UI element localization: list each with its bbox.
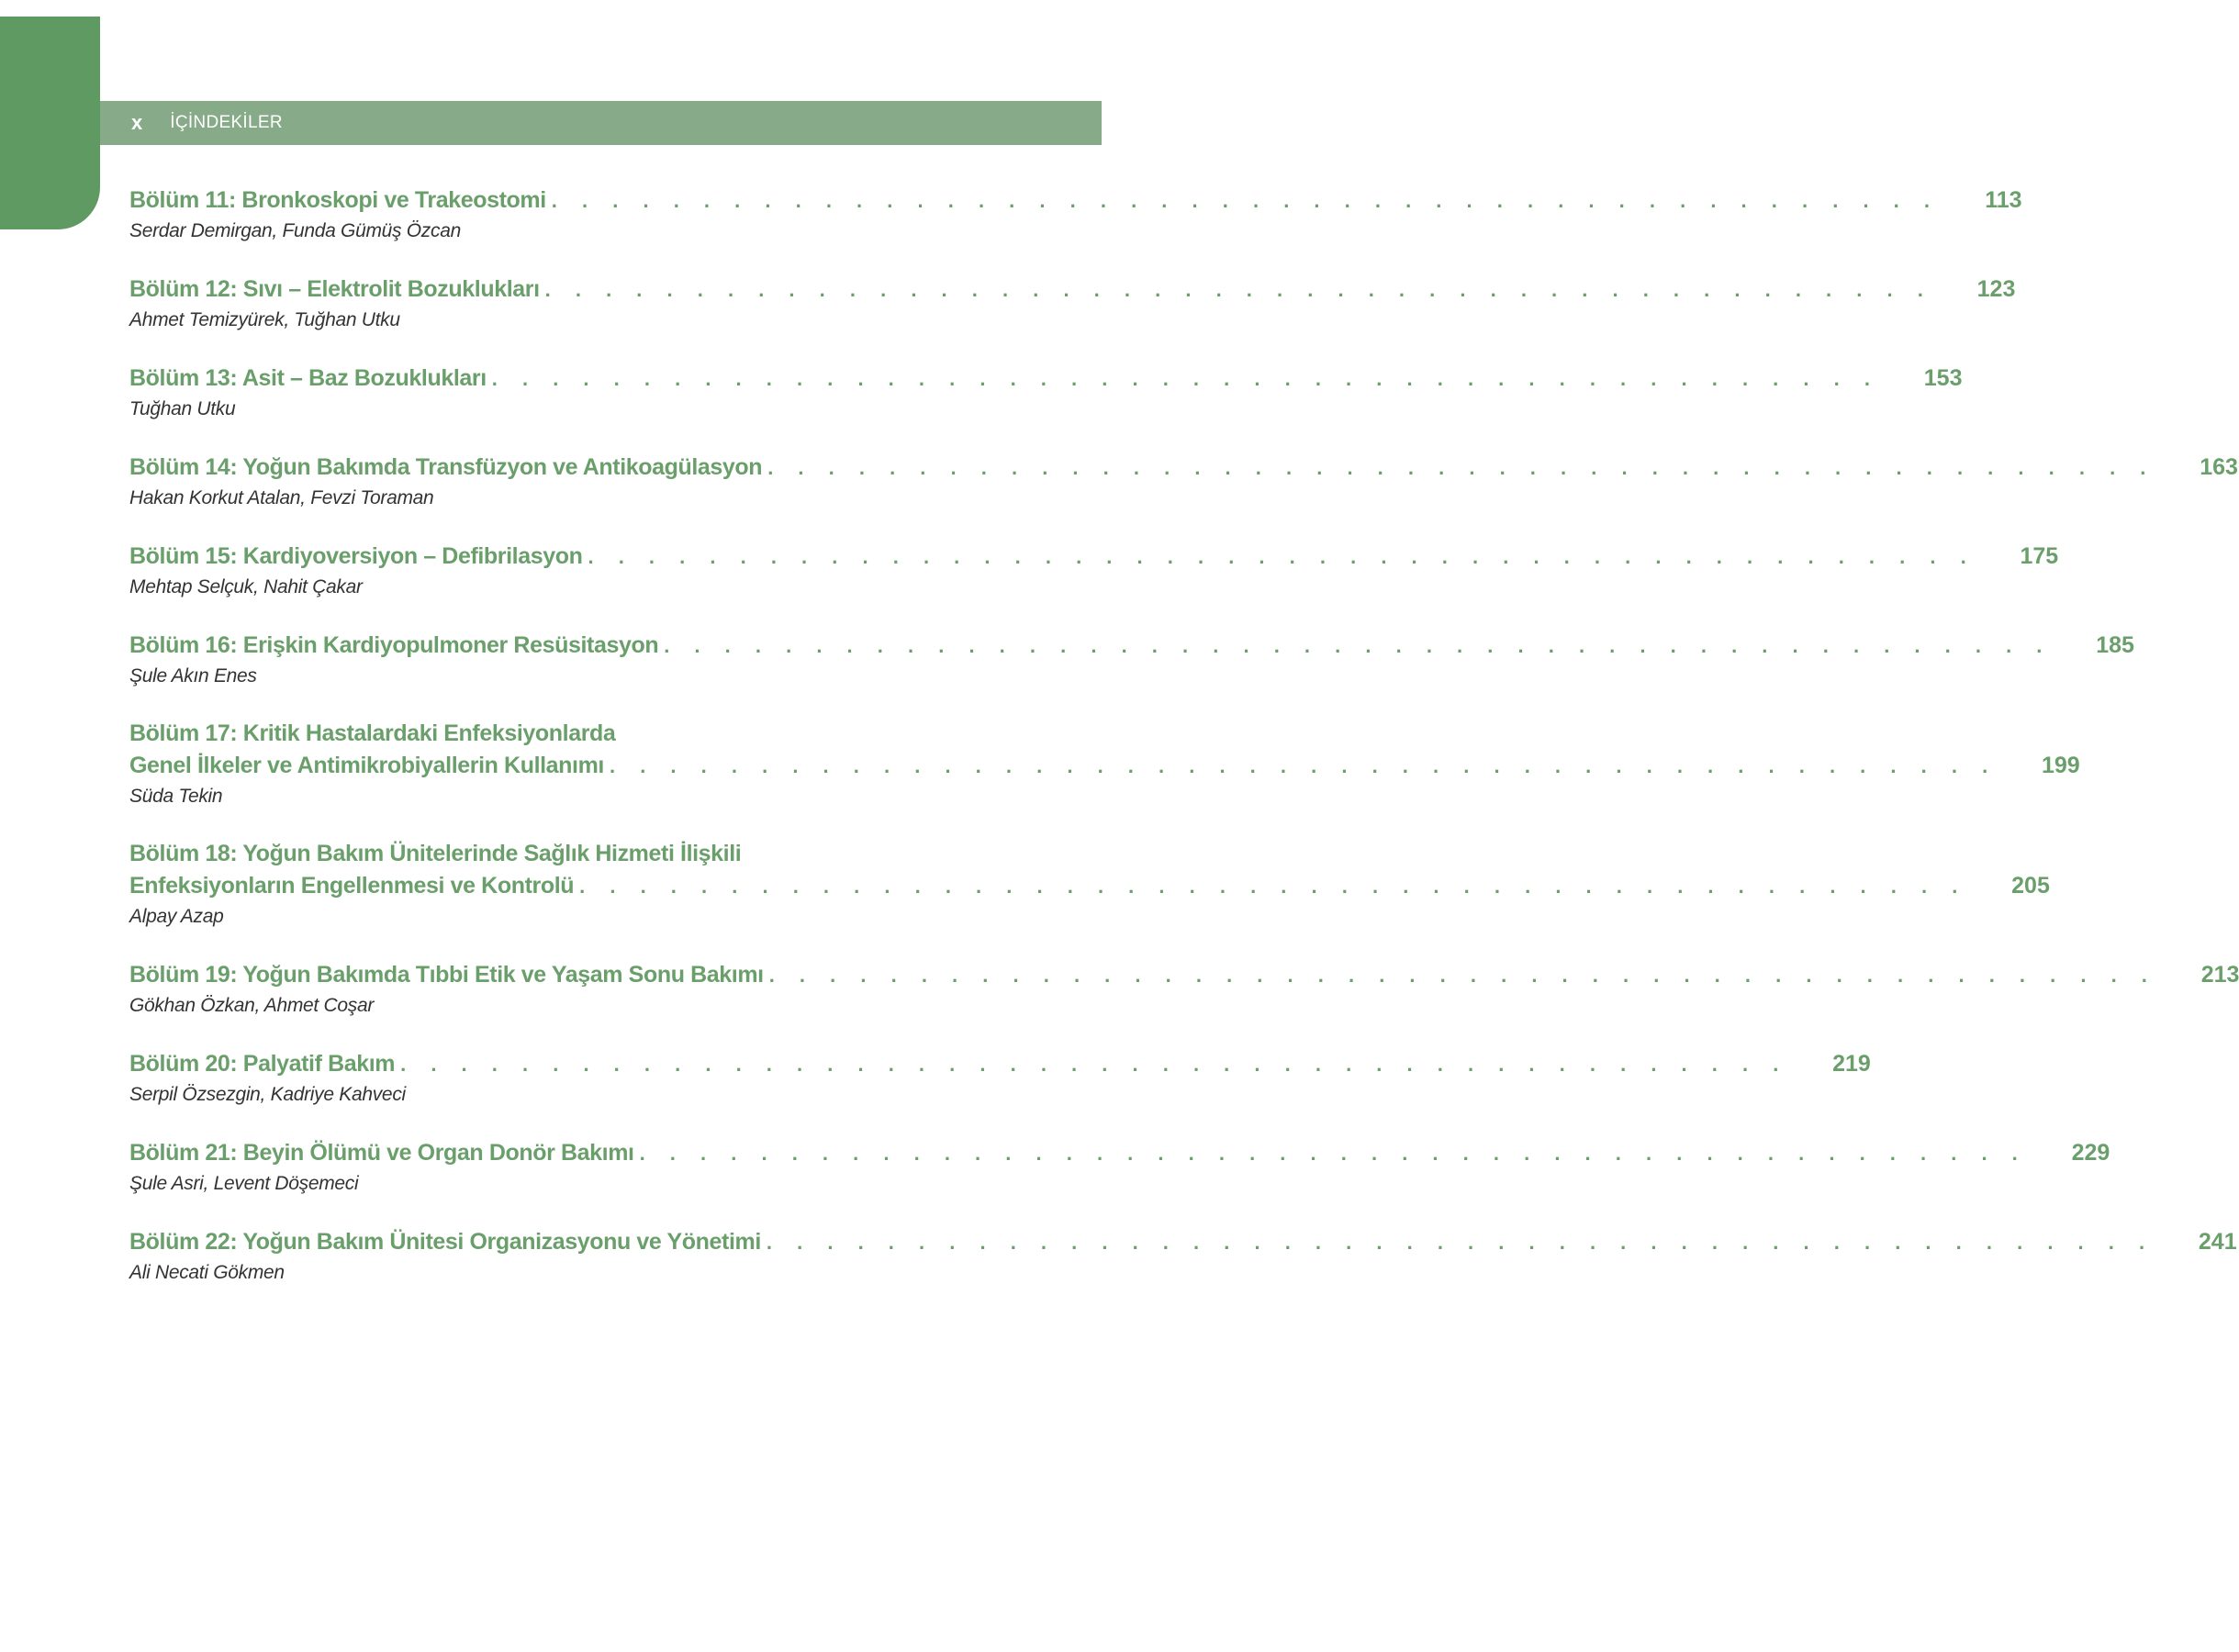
dot-leader: . . . . . . . . . . . . . . . . . . . . . . . . . . . . . . . . . . . . . . . . . . . . . . [766,1231,2155,1254]
chapter-authors: Ali Necati Gökmen [129,1262,285,1283]
toc-title-row [129,273,2016,306]
toc-title-row [129,1047,1871,1080]
chapter-authors: Mehtap Selçuk, Nahit Çakar [129,576,363,597]
chapter-title: Bölüm 14: Yoğun Bakımda Transfüzyon ve Antikoagülasyon [129,454,763,480]
chapter-authors: Ahmet Temizyürek, Tuğhan Utku [129,309,400,330]
page-reference: 185 [2096,632,2134,658]
toc-title-row [129,1136,2110,1169]
chapter-authors: Süda Tekin [129,786,223,807]
dot-leader: . . . . . . . . . . . . . . . . . . . . . . . . . . . . . . . . . . . . . . . . . . . . . . [768,964,2157,987]
page-reference: 213 [2200,962,2239,988]
chapter-title-line2: Enfeksiyonların Engellenmesi ve Kontrolü [129,873,575,899]
toc-entry[interactable] [129,1225,2237,1288]
chapter-title: Bölüm 20: Palyatif Bakım [129,1051,396,1077]
dot-leader: . . . . . . . . . . . . . . . . . . . . . . . . . . . . . . . . . . . . . . . . . . . . . . [491,367,1880,390]
dot-leader: . . . . . . . . . . . . . . . . . . . . . . . . . . . . . . . . . . . . . . . . . . . . . . [544,278,1933,301]
chapter-title-line2: Genel İlkeler ve Antimikrobiyallerin Kullanımı [129,753,604,778]
toc-entry[interactable] [129,838,2050,932]
toc-title-row [129,869,2050,902]
toc-entry[interactable] [129,362,1963,424]
page-reference: 153 [1923,365,1963,391]
toc-entry[interactable] [129,629,2134,691]
toc-title-row [129,184,2022,217]
toc-entry[interactable] [129,1047,1871,1110]
toc-title-row [129,1225,2237,1258]
page-reference: 199 [2041,753,2080,778]
toc-title-row [129,958,2239,991]
dot-leader: . . . . . . . . . . . . . . . . . . . . . . . . . . . . . . . . . . . . . . . . . . . . . . [664,634,2052,657]
toc-title-row [129,749,2080,782]
page-reference: 113 [1985,187,2022,213]
page-reference: 123 [1976,276,2016,302]
toc-entry[interactable] [129,540,2059,602]
chapter-authors: Şule Asri, Levent Döşemeci [129,1173,359,1194]
toc-title-row [129,451,2238,484]
chapter-title: Bölüm 12: Sıvı – Elektrolit Bozuklukları [129,276,540,302]
chapter-title: Bölüm 13: Asit – Baz Bozuklukları [129,365,487,391]
chapter-title: Bölüm 16: Erişkin Kardiyopulmoner Resüsitasyon [129,632,659,658]
toc-list [129,184,2239,1314]
page-reference: 219 [1832,1051,1871,1077]
header-band [100,101,1102,145]
chapter-authors: Serdar Demirgan, Funda Gümüş Özcan [129,220,461,241]
page-reference: 205 [2011,873,2050,899]
chapter-authors: Gökhan Özkan, Ahmet Coşar [129,995,375,1016]
chapter-title: Bölüm 19: Yoğun Bakımda Tıbbi Etik ve Yaşam Sonu Bakımı [129,962,764,988]
toc-entry[interactable] [129,718,2080,811]
toc-entry[interactable] [129,273,2016,335]
dot-leader: . . . . . . . . . . . . . . . . . . . . . . . . . . . . . . . . . . . . . . . . . . . . . . [609,754,1998,777]
chapter-title: Bölüm 11: Bronkoskopi ve Trakeostomi [129,187,546,213]
chapter-authors: Alpay Azap [129,906,224,927]
page-number: x [131,111,143,134]
toc-entry[interactable] [129,184,2022,246]
chapter-title-line1: Bölüm 18: Yoğun Bakım Ünitelerinde Sağlık Hizmeti İlişkili [129,841,742,866]
page-reference: 229 [2071,1140,2110,1166]
page-reference: 241 [2198,1229,2237,1255]
chapter-title: Bölüm 15: Kardiyoversiyon – Defibrilasyon [129,543,583,569]
toc-title-row [129,540,2059,573]
chapter-authors: Şule Akın Enes [129,665,257,686]
toc-title-row [129,362,1963,395]
toc-entry[interactable] [129,958,2239,1021]
dot-leader: . . . . . . . . . . . . . . . . . . . . . . . . . . . . . . . . . . . . . . . . . . . . . . [551,189,1940,212]
dot-leader: . . . . . . . . . . . . . . . . . . . . . . . . . . . . . . . . . . . . . . . . . . . . . . [400,1053,1788,1076]
header-title: İÇİNDEKİLER [170,113,283,132]
dot-leader: . . . . . . . . . . . . . . . . . . . . . . . . . . . . . . . . . . . . . . . . . . . . . . [588,545,1976,568]
chapter-authors: Serpil Özsezgin, Kadriye Kahveci [129,1084,406,1105]
chapter-title-line1: Bölüm 17: Kritik Hastalardaki Enfeksiyonlarda [129,720,616,746]
chapter-authors: Tuğhan Utku [129,398,236,419]
corner-tab [0,17,100,229]
chapter-title: Bölüm 22: Yoğun Bakım Ünitesi Organizasyonu ve Yönetimi [129,1229,761,1255]
dot-leader: . . . . . . . . . . . . . . . . . . . . . . . . . . . . . . . . . . . . . . . . . . . . . . [767,456,2155,479]
page-reference: 175 [2020,543,2059,569]
dot-leader: . . . . . . . . . . . . . . . . . . . . . . . . . . . . . . . . . . . . . . . . . . . . . . [579,875,1967,898]
dot-leader: . . . . . . . . . . . . . . . . . . . . . . . . . . . . . . . . . . . . . . . . . . . . . . [639,1142,2028,1165]
toc-entry[interactable] [129,1136,2110,1199]
chapter-title: Bölüm 21: Beyin Ölümü ve Organ Donör Bakımı [129,1140,634,1166]
toc-entry[interactable] [129,451,2238,513]
chapter-authors: Hakan Korkut Atalan, Fevzi Toraman [129,487,434,508]
page-reference: 163 [2200,454,2238,480]
toc-title-row [129,629,2134,662]
